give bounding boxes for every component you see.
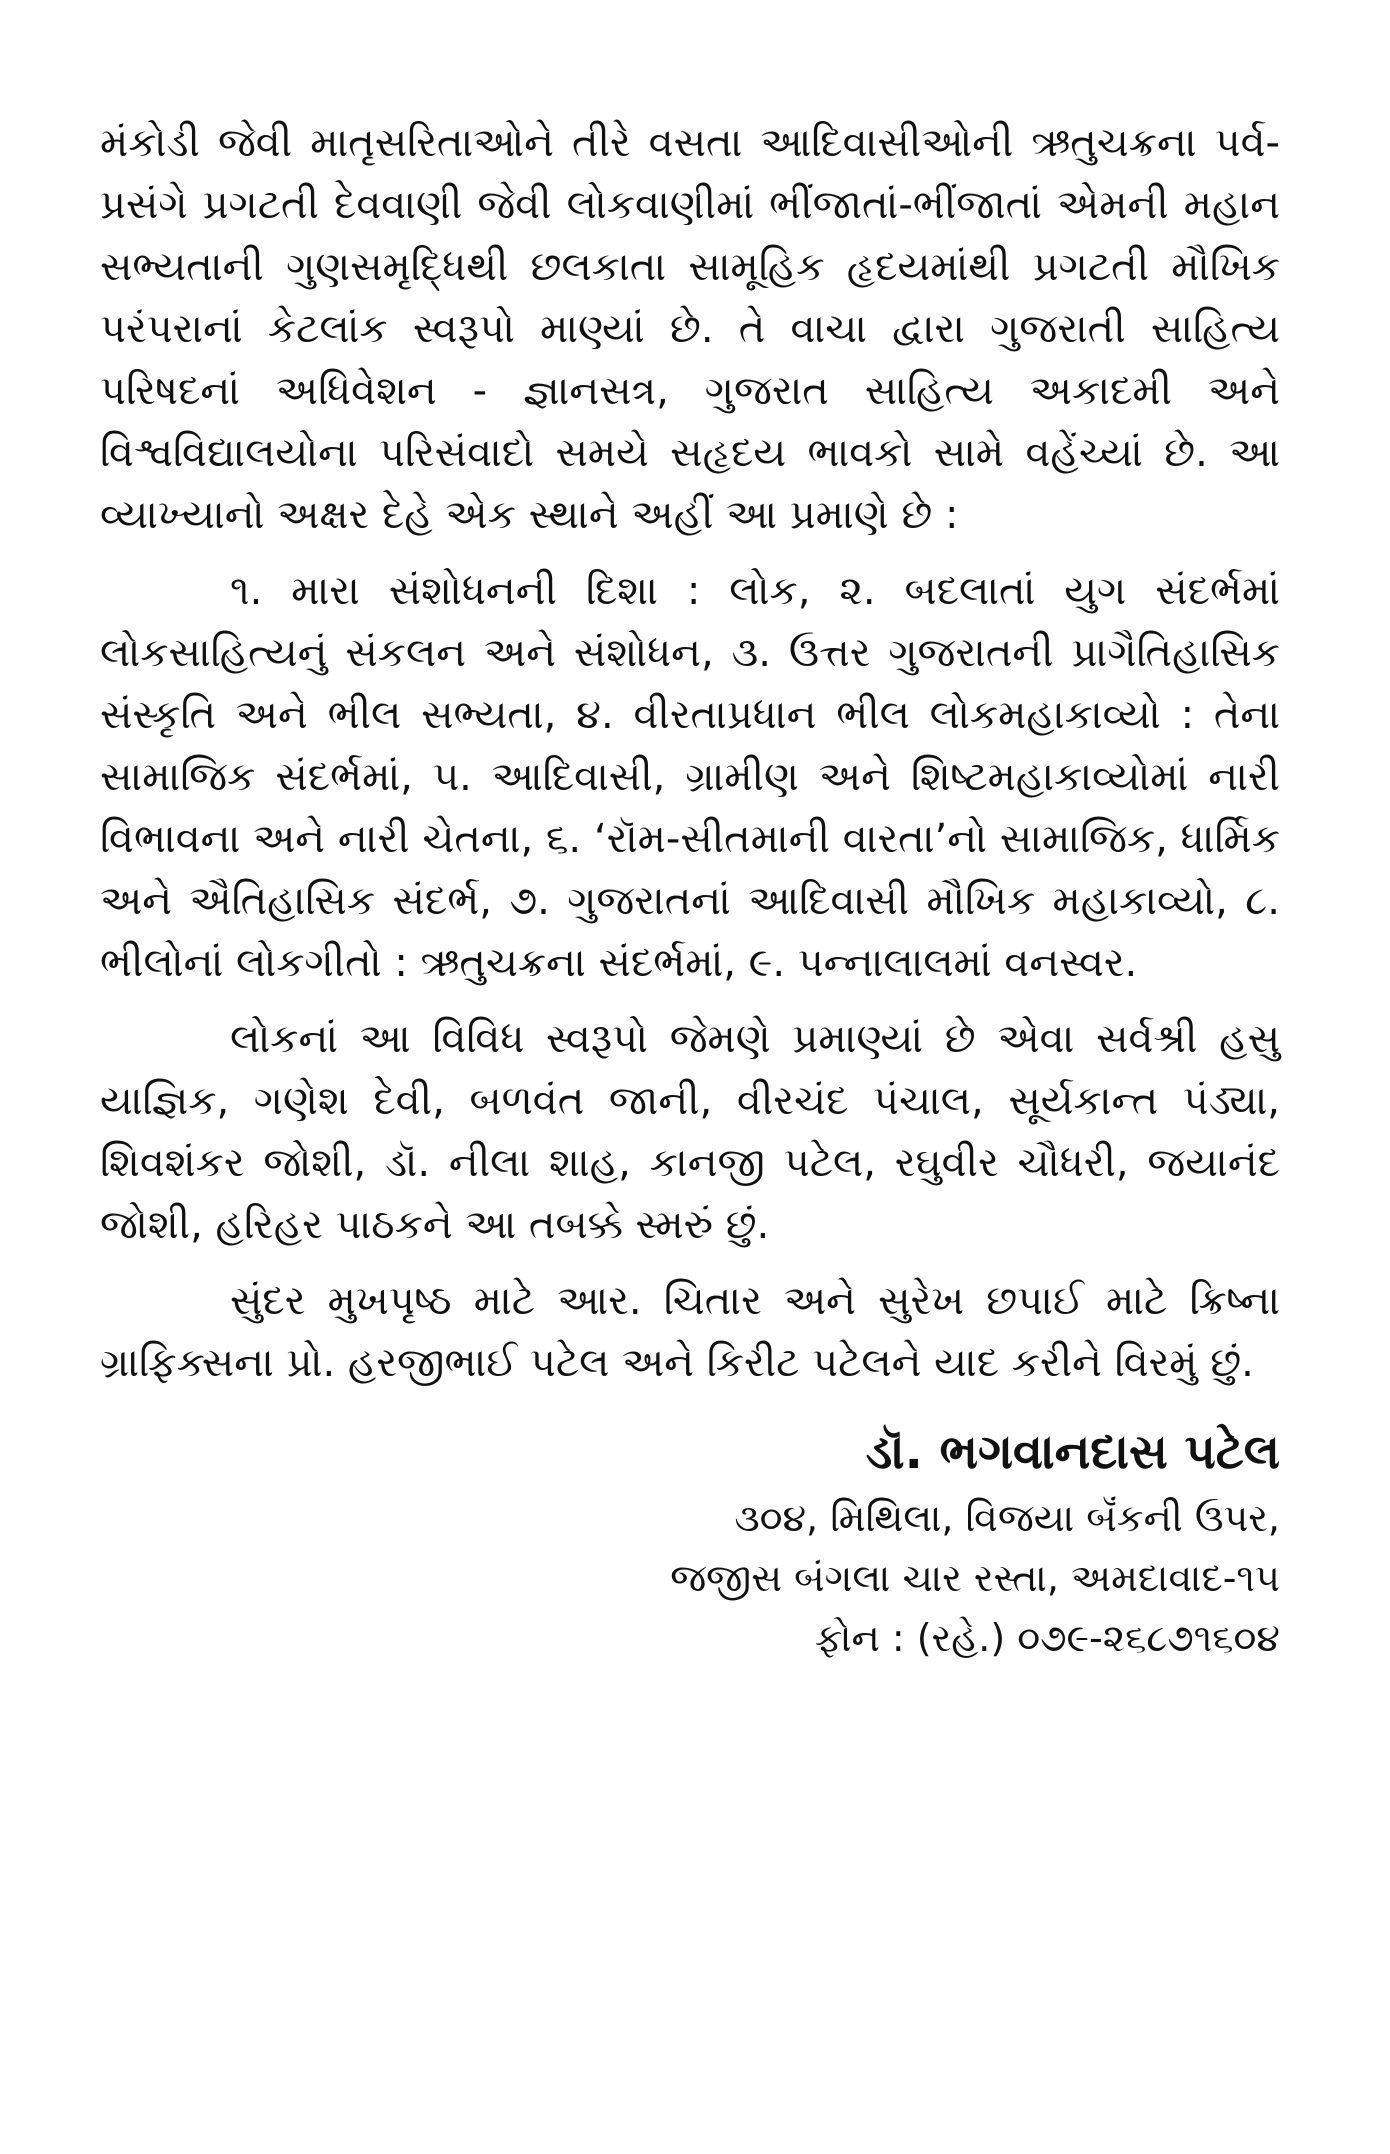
thanks-paragraph: સુંદર મુખપૃષ્ઠ માટે આર. ચિતાર અને સુરેખ છપાઈ માટે ક્રિષ્ના ગ્રાફિક્સના પ્રો. હરજીભાઈ પટેલ અને કિરીટ પટેલને યાદ કરીને વિરમું છું.: [100, 1278, 1280, 1386]
address-line-1: ૩૦૪, મિથિલા, વિજયા બૅંકની ઉપર,: [734, 1496, 1280, 1540]
author-name: ડૉ. ભગવાનદાસ પટેલ: [865, 1424, 1280, 1480]
intro-paragraph: મંકોડી જેવી માતૃસરિતાઓને તીરે વસતા આદિવાસીઓની ઋતુચક્રના પર્વ-પ્રસંગે પ્રગટતી દેવવાણી જેવી લોકવાણીમાં ભીંજાતાં-ભીંજાતાં એમની મહાન સભ્યતાની ગુણસમૃદ્ધિથી છલકાતા સામૂહિક હૃદયમાંથી પ્રગટતી મૌખિક પરંપરાનાં કેટલાંક સ્વરૂપો માણ્યાં છે. તે વાચા દ્વારા ગુજરાતી સાહિત્ય પરિષદનાં અધિવેશન - જ્ઞાનસત્ર, ગુજરાત સાહિત્ય અકાદમી અને વિશ્વવિદ્યાલયોના પરિસંવાદો સમયે સહૃદય ભાવકો સામે વહેંચ્યાં છે. આ વ્યાખ્યાનો અક્ષર દેહે એક સ્થાને અહીં આ પ્રમાણે છે :: [100, 120, 1280, 538]
lectures-list-paragraph: ૧. મારા સંશોધનની દિશા : લોક, ૨. બદલાતાં યુગ સંદર્ભમાં લોકસાહિત્યનું સંકલન અને સંશોધન, ૩. ઉત્તર ગુજરાતની પ્રાગૈતિહાસિક સંસ્કૃતિ અને ભીલ સભ્યતા, ૪. વીરતાપ્રધાન ભીલ લોકમહાકાવ્યો : તેના સામાજિક સંદર્ભમાં, ૫. આદિવાસી, ગ્રામીણ અને શિષ્ટમહાકાવ્યોમાં નારી વિભાવના અને નારી ચેતના, ૬. ‘રૉમ-સીતમાની વારતા’નો સામાજિક, ધાર્મિક અને ઐતિહાસિક સંદર્ભ, ૭. ગુજરાતનાં આદિવાસી મૌખિક મહાકાવ્યો, ૮. ભીલોનાં લોકગીતો : ઋતુચક્રના સંદર્ભમાં, ૯. પન્નાલાલમાં વનસ્વર.: [100, 568, 1280, 986]
address-line-2: જજીસ બંગલા ચાર રસ્તા, અમદાવાદ-૧૫: [670, 1556, 1280, 1600]
phone-number: ફોન : (રહે.) ૦૭૯-૨૬૮૭૧૬૦૪: [814, 1616, 1280, 1660]
signature-block: [100, 1416, 1280, 1668]
acknowledgement-paragraph: લોકનાં આ વિવિધ સ્વરૂપો જેમણે પ્રમાણ્યાં છે એવા સર્વશ્રી હસુ યાજ્ઞિક, ગણેશ દેવી, બળવંત જાની, વીરચંદ પંચાલ, સૂર્યકાન્ત પંડ્યા, શિવશંકર જોશી, ડૉ. નીલા શાહ, કાનજી પટેલ, રઘુવીર ચૌધરી, જયાનંદ જોશી, હરિહર પાઠકને આ તબક્કે સ્મરું છું.: [100, 1016, 1280, 1248]
